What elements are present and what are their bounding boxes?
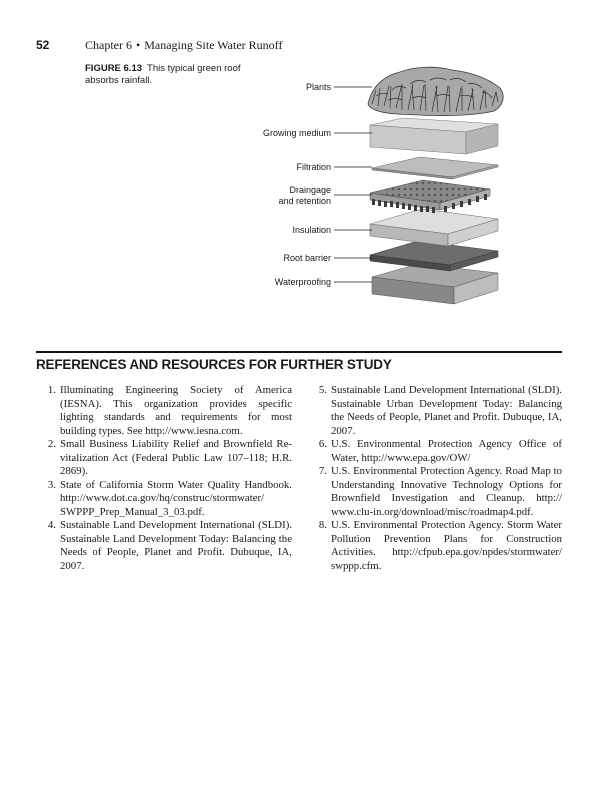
reference-text: Illuminating Engineering Society of America (IESNA). This organization provides specific lighting standards and requirements for most building types. See http://www.iesna.com.	[60, 384, 292, 437]
section-heading: REFERENCES AND RESOURCES FOR FURTHER STUDY	[36, 357, 392, 372]
layer-growing-medium	[370, 118, 498, 154]
reference-number: 2.	[47, 438, 56, 450]
figure-caption-text: This typical green roof absorbs rainfall.	[85, 63, 241, 86]
leader-lines	[334, 87, 372, 282]
figure-label: FIGURE 6.13	[85, 63, 143, 74]
reference-item	[38, 479, 292, 520]
section-rule	[36, 351, 562, 353]
label-waterproofing: Waterproofing	[274, 277, 331, 287]
reference-item	[38, 384, 292, 438]
page-number: 52	[36, 38, 50, 52]
reference-item	[309, 465, 562, 519]
header-separator: •	[136, 38, 141, 52]
reference-item	[38, 438, 292, 479]
reference-item	[309, 438, 562, 465]
references-column-left	[38, 384, 292, 573]
reference-text: U.S. Environmental Protection Agency. Road Map to Understanding Innovative Technology Options for Brownfield Investigation and Cleanup. http:// www.clu-in.org/download/misc/roadmap4.pdf.	[331, 465, 562, 518]
reference-item	[38, 519, 292, 573]
reference-text: State of California Storm Water Quality Handbook. http://www.dot.ca.gov/hq/construc/stormwater/ SWPPP_Prep_Manual_3_03.pdf.	[60, 478, 292, 518]
reference-text: Small Business Liability Relief and Brownfield Re-vitalization Act (Federal Public Law 107–118; H.R. 2869).	[60, 438, 292, 477]
reference-text: U.S. Environmental Protection Agency. Storm Water Pollution Prevention Plans for Construction Activities. http://cfpub.epa.gov/npdes/stormwater/ swppp.cfm.	[331, 519, 562, 572]
layer-waterproofing	[372, 264, 498, 304]
layer-root-barrier	[370, 241, 498, 271]
reference-text: U.S. Environmental Protection Agency Office of Water, http://www.epa.gov/OW/	[331, 438, 562, 464]
label-plants: Plants	[305, 82, 331, 92]
reference-number: 7.	[318, 465, 327, 477]
label-root-barrier: Root barrier	[283, 253, 331, 263]
filtration-top	[372, 157, 498, 177]
layer-drainage	[370, 180, 490, 213]
layer-insulation	[370, 209, 498, 246]
reference-number: 1.	[47, 384, 56, 396]
reference-number: 3.	[47, 478, 56, 491]
label-drainage-line1: Draingage	[289, 185, 331, 195]
chapter-label: Chapter 6	[85, 38, 132, 52]
reference-number: 8.	[318, 519, 327, 531]
layer-filtration	[372, 157, 498, 179]
label-filtration: Filtration	[296, 162, 331, 172]
chapter-title: Managing Site Water Runoff	[144, 38, 283, 52]
label-drainage-line2: and retention	[278, 196, 331, 206]
reference-number: 4.	[47, 519, 56, 531]
plants-mass	[368, 67, 503, 115]
layer-plants	[368, 67, 503, 115]
reference-number: 6.	[318, 438, 327, 450]
reference-item	[309, 384, 562, 438]
reference-text: Sustainable Land Development International (SLDI). Sustainable Land Development Today: Balancing the Needs of People, Planet and Profit. Dubuque, IA, 2007.	[60, 519, 292, 572]
reference-text: Sustainable Land Development International (SLDI). Sustainable Urban Development Today: Balancing the Needs of People, Planet and Profit. Dubuque, IA, 2007.	[331, 384, 562, 437]
references-column-right	[309, 384, 562, 573]
reference-item	[309, 519, 562, 573]
reference-number: 5.	[318, 384, 327, 396]
label-insulation: Insulation	[292, 225, 331, 235]
label-growing-medium: Growing medium	[262, 128, 331, 138]
green-roof-diagram	[0, 0, 601, 320]
